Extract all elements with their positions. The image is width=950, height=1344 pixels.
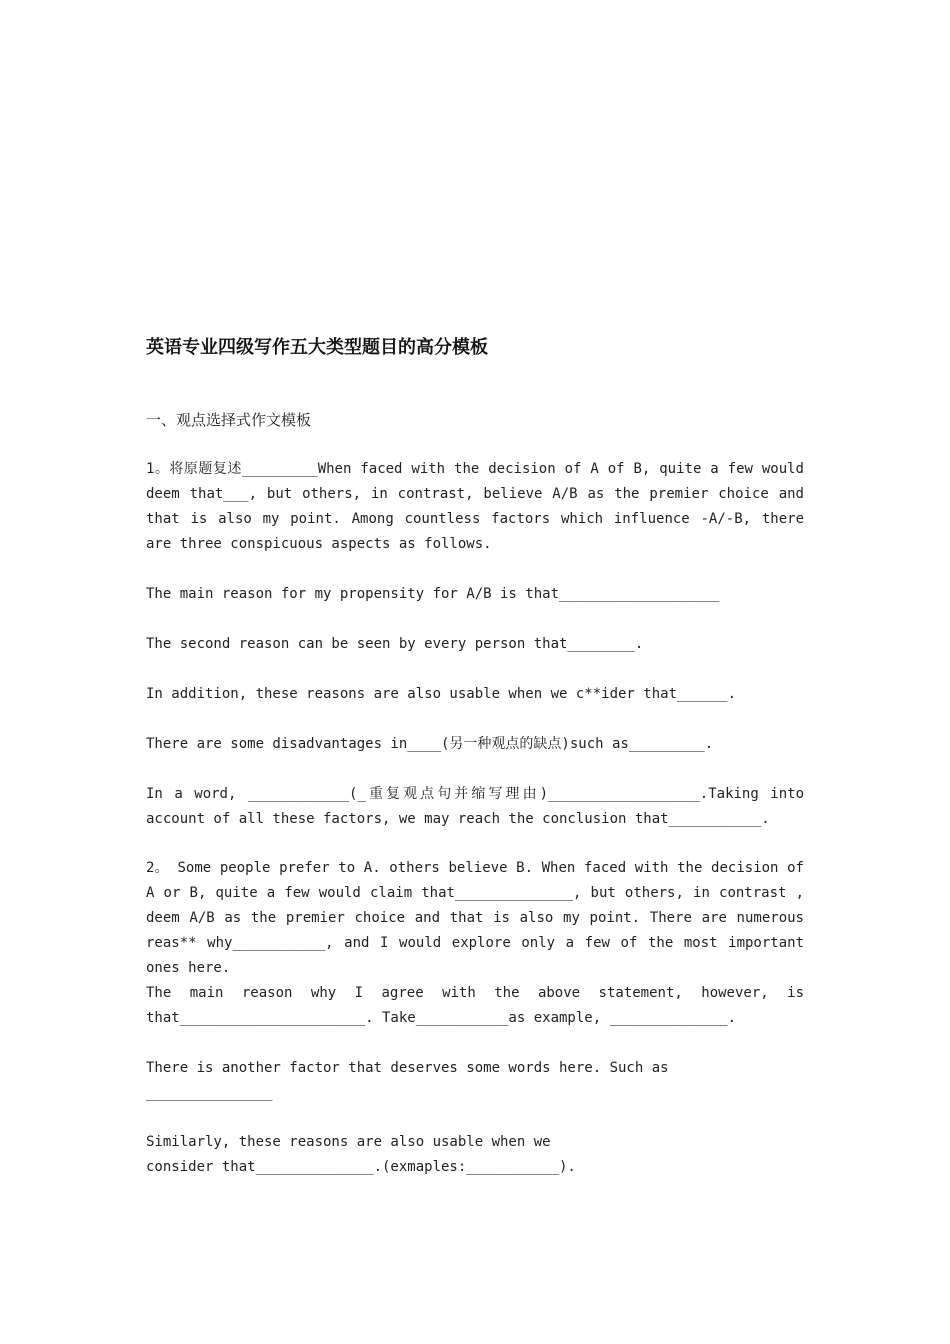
document-title: 英语专业四级写作五大类型题目的高分模板 — [146, 337, 488, 358]
template2-main-reason-line2: that______________________. Take___________as example, ______________. — [146, 1010, 737, 1026]
template2-main-reason — [146, 981, 804, 1031]
document-page — [146, 336, 806, 1175]
template1-second-reason: The second reason can be seen by every person that________. — [146, 636, 644, 652]
template2-another-factor-line1: There is another factor that deserves some words here. Such as — [146, 1060, 669, 1076]
template2-another-factor-line2: _______________ — [146, 1085, 273, 1101]
template1-in-addition: In addition, these reasons are also usable when we c**ider that______. — [146, 686, 737, 702]
template1-intro: 1。将原题复述_________When faced with the decision of A of B, quite a few would deem that___, but others, in contrast, believe A/B as the premier choice and that is also my point. Among countless factors which influence -A/-B, there are three conspicuous aspects as follows. — [146, 461, 804, 552]
template1-disadvantages: There are some disadvantages in____(另一种观点的缺点)such as_________. — [146, 736, 714, 752]
template1-main-reason: The main reason for my propensity for A/B is that___________________ — [146, 586, 720, 602]
template2-intro: 2。 Some people prefer to A. others believe B. When faced with the decision of A or B, quite a few would claim that______________, but others, in contrast , deem A/B as the premier choice and that is also my point. There are numerous reas** why___________, and I would explore only a few of the most important ones here. — [146, 860, 804, 976]
template2-another-factor — [146, 1056, 804, 1106]
template2-similarly — [146, 1130, 804, 1180]
template1-conclusion: In a word, ____________(_重复观点句并缩写理由)__________________.Taking into account of all these factors, we may reach the conclusion that___________. — [146, 786, 804, 827]
template2-similarly-line1: Similarly, these reasons are also usable when we — [146, 1134, 551, 1150]
template2-similarly-line2: consider that______________.(exmaples:___________). — [146, 1159, 576, 1175]
section-heading: 一、观点选择式作文模板 — [146, 411, 312, 429]
template2-main-reason-line1: The main reason why I agree with the above statement, however, is — [146, 985, 804, 1001]
